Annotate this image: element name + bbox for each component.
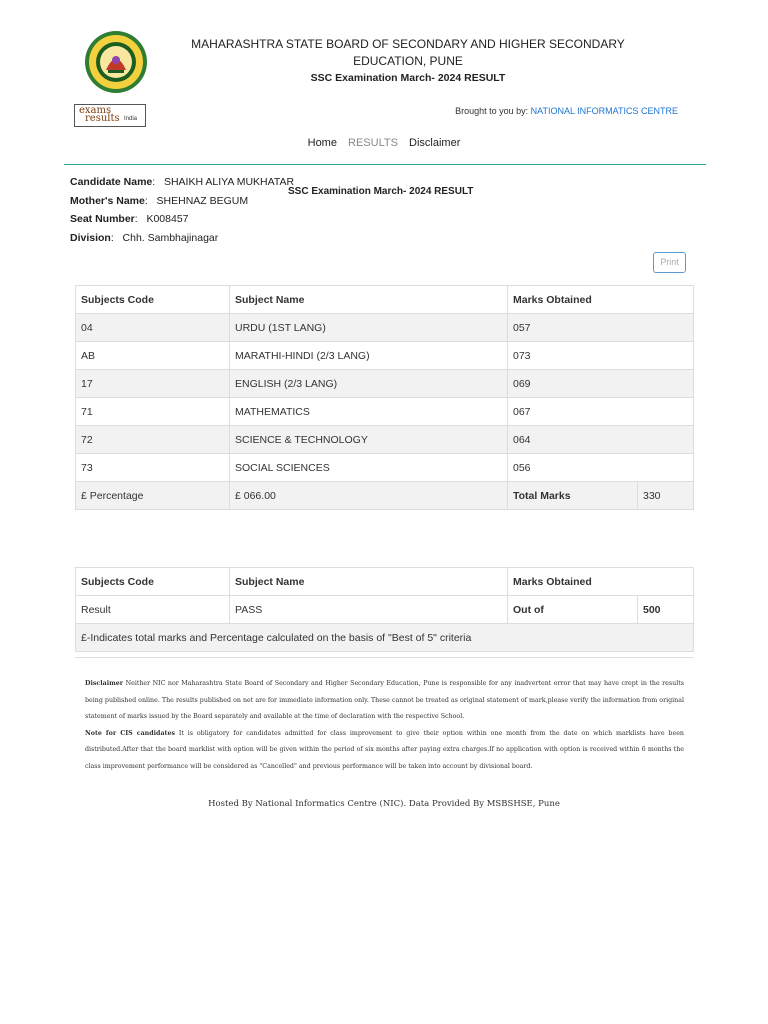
candidate-name-label: Candidate Name [70, 176, 153, 188]
exams-results-india-logo[interactable] [74, 104, 146, 127]
subject-marks: 057 [508, 314, 694, 342]
nav-disclaimer[interactable]: Disclaimer [409, 137, 461, 149]
subject-marks: 069 [508, 370, 694, 398]
result-row [76, 596, 694, 624]
subject-marks: 056 [508, 454, 694, 482]
main-nav [0, 137, 768, 149]
logo-text-india: India [124, 116, 138, 122]
subject-name: MATHEMATICS [230, 398, 508, 426]
note-row [76, 624, 694, 652]
marks-header-row [76, 286, 694, 314]
table-row [76, 314, 694, 342]
result-label: Result [76, 596, 230, 624]
subject-marks: 067 [508, 398, 694, 426]
division-label: Division [70, 232, 111, 244]
seat-number: K008457 [146, 213, 189, 225]
table-row [76, 454, 694, 482]
result-header-row [76, 568, 694, 596]
cis-note-label: Note for CIS candidates [85, 729, 175, 737]
subject-code: 04 [76, 314, 230, 342]
subject-name: SCIENCE & TECHNOLOGY [230, 426, 508, 454]
subject-name: ENGLISH (2/3 LANG) [230, 370, 508, 398]
disclaimer-text: Neither NIC nor Maharashtra State Board of Secondary and Higher Secondary Education, Pune is responsible for any inadvertent error that may have crept in the results being published online. The results published on net are for immediate information only. These cannot be treated as original statement of mark,please verify the information from original statement of marks issued by the Board separately and available at the time of declaration with the respective School. [85, 680, 684, 720]
marks-table [75, 285, 694, 510]
logo-text-results: results [85, 113, 120, 124]
subject-name: URDU (1ST LANG) [230, 314, 508, 342]
header-marks-obtained: Marks Obtained [508, 286, 694, 314]
best-of-5-note: £-Indicates total marks and Percentage calculated on the basis of "Best of 5" criteria [76, 624, 694, 652]
candidate-name: SHAIKH ALIYA MUKHATAR [163, 176, 295, 188]
out-of-value: 500 [638, 596, 694, 624]
percentage-label: £ Percentage [76, 482, 230, 510]
subject-name: MARATHI-HINDI (2/3 LANG) [230, 342, 508, 370]
mother-name: SHEHNAZ BEGUM [156, 195, 249, 207]
subject-name: SOCIAL SCIENCES [230, 454, 508, 482]
percentage-row [76, 482, 694, 510]
brought-by-label: Brought to you by: [455, 106, 529, 116]
total-marks-value: 330 [638, 482, 694, 510]
header-divider [64, 164, 706, 165]
subject-code: 72 [76, 426, 230, 454]
cis-note-text: It is obligatory for candidates admitted for class improvement to give their option within one month from the date on which marklists have been distributed.After that the board marklist with option will be given within the period of six months after paying extra charges.If no application with option is received within 6 months the class improvement performance will be considered as "Cancelled" and previous performance will be taken into account by divisional board. [85, 729, 684, 770]
division-row: Division: Chh. Sambhajinagar [70, 232, 219, 244]
subject-code: 71 [76, 398, 230, 426]
header-subject-code: Subjects Code [76, 286, 230, 314]
section-divider [75, 657, 694, 658]
disclaimer-paragraph [85, 676, 684, 726]
mother-name-label: Mother's Name [70, 195, 145, 207]
subject-marks: 073 [508, 342, 694, 370]
brought-by [455, 106, 678, 116]
logo-text-exams: exams [79, 105, 112, 116]
total-marks-label: Total Marks [508, 482, 638, 510]
header-subject-name: Subject Name [230, 286, 508, 314]
result-table [75, 567, 694, 652]
nic-link[interactable]: NATIONAL INFORMATICS CENTRE [530, 106, 678, 116]
out-of-label: Out of [508, 596, 638, 624]
header-marks-obtained: Marks Obtained [508, 568, 694, 596]
board-seal-logo [84, 30, 148, 94]
table-row [76, 370, 694, 398]
seat-number-row: Seat Number: K008457 [70, 213, 189, 225]
header-subject-name: Subject Name [230, 568, 508, 596]
percentage-value: £ 066.00 [230, 482, 508, 510]
cis-note-paragraph [85, 726, 684, 776]
subject-marks: 064 [508, 426, 694, 454]
table-row [76, 342, 694, 370]
disclaimer-label: Disclaimer [85, 680, 124, 687]
subject-code: AB [76, 342, 230, 370]
division: Chh. Sambhajinagar [122, 232, 219, 244]
footer-credit: Hosted By National Informatics Centre (NIC). Data Provided By MSBSHSE, Pune [208, 799, 560, 809]
nav-results[interactable]: RESULTS [348, 137, 398, 149]
result-title: SSC Examination March- 2024 RESULT [288, 186, 474, 197]
candidate-name-row: Candidate Name: SHAIKH ALIYA MUKHATAR [70, 176, 295, 188]
subject-code: 17 [76, 370, 230, 398]
table-row [76, 426, 694, 454]
exam-title: SSC Examination March- 2024 RESULT [310, 72, 506, 84]
subject-code: 73 [76, 454, 230, 482]
nav-home[interactable]: Home [307, 137, 337, 149]
result-value: PASS [230, 596, 508, 624]
table-row [76, 398, 694, 426]
seat-number-label: Seat Number [70, 213, 135, 225]
disclaimer-section [85, 676, 684, 775]
header-subject-code: Subjects Code [76, 568, 230, 596]
board-title: MAHARASHTRA STATE BOARD OF SECONDARY AND HIGHER SECONDARY EDUCATION, PUNE [191, 37, 625, 68]
mother-name-row: Mother's Name: SHEHNAZ BEGUM [70, 195, 249, 207]
print-button[interactable]: Print [653, 252, 686, 273]
